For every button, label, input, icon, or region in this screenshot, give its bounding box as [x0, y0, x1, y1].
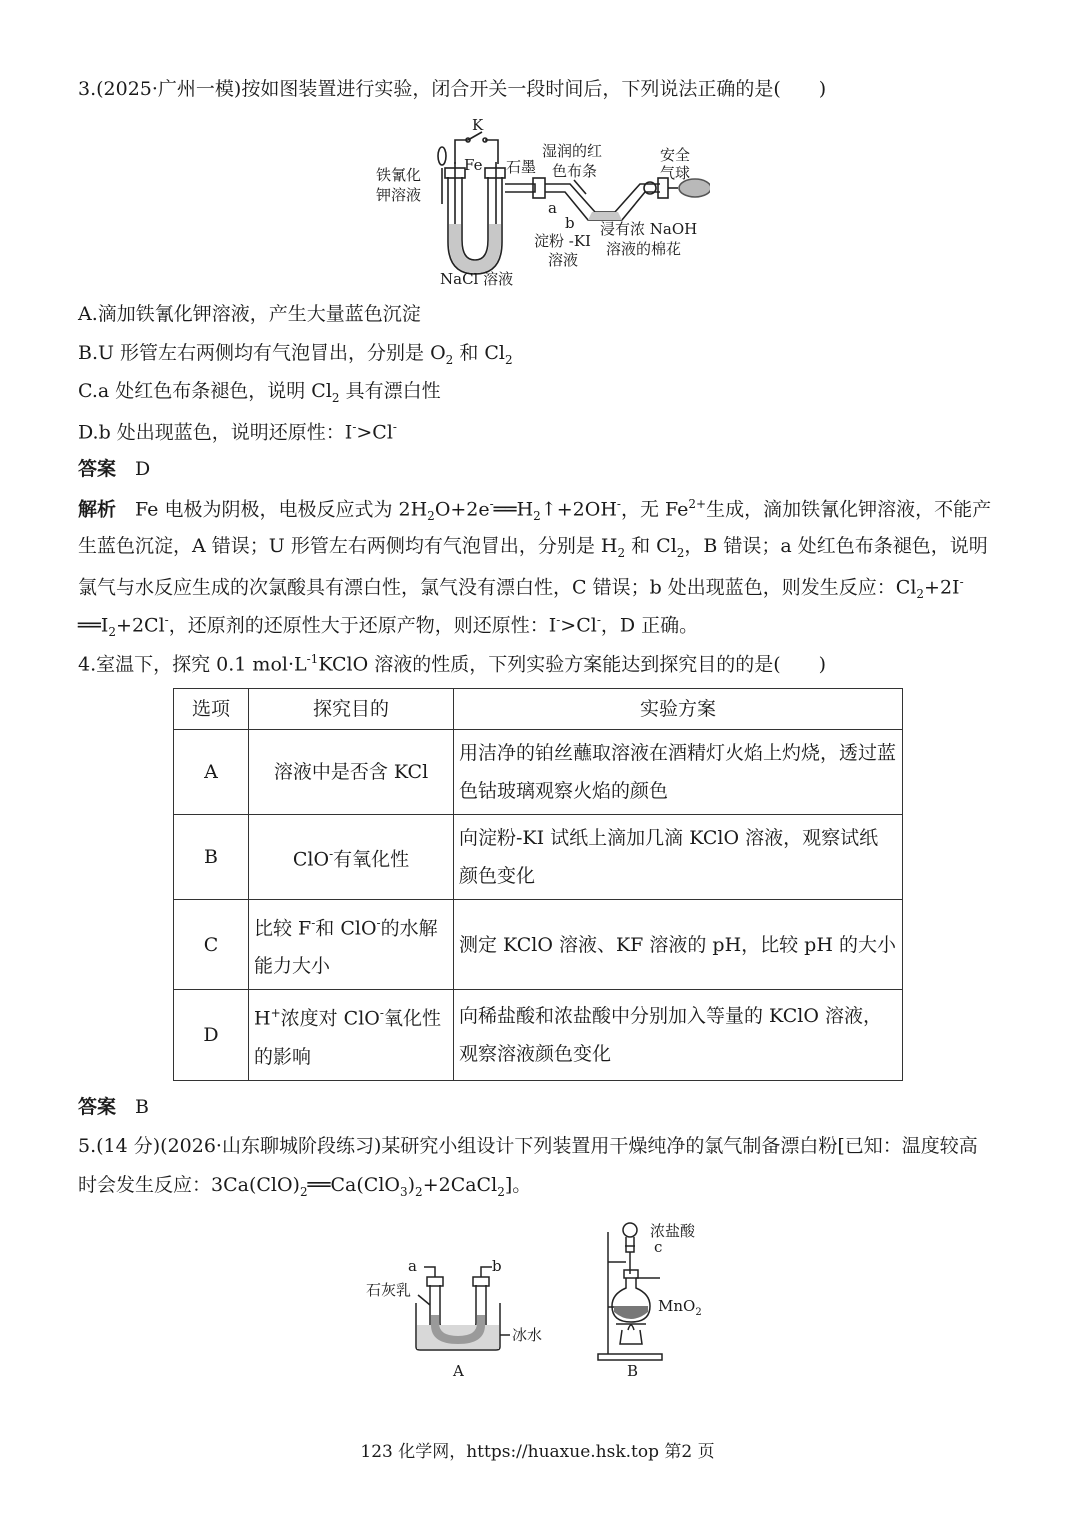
label-fe: Fe: [464, 156, 483, 174]
q3-answer: 答案 D: [78, 458, 151, 480]
label-graphite: 石墨: [506, 158, 537, 176]
q5-apparatus-a: [360, 1255, 550, 1385]
label-red-strip-2: 色布条: [552, 162, 598, 180]
q4-answer: 答案 B: [78, 1096, 149, 1118]
row-plan: 向稀盐酸和浓盐酸中分别加入等量的 KClO 溶液，观察溶液颜色变化: [454, 990, 903, 1080]
page-footer: 123 化学网，https://huaxue.hsk.top 第2 页: [360, 1442, 715, 1462]
caption-a: A: [453, 1362, 464, 1380]
q5-stem-line2: 时会发生反应：$3Ca(ClO)_2══Ca(ClO_3)_2+2CaCl_2$]。: [78, 1174, 532, 1199]
caption-b: B: [627, 1362, 639, 1380]
row-purpose: H+浓度对 ClO-氧化性的影响: [249, 990, 454, 1080]
q3-analysis-line2: 生蓝色沉淀，A 错误；U 形管左右两侧均有气泡冒出，分别是 $H_2$ 和 $Cl_2$，B 错误；a 处红色布条褪色，说明: [78, 535, 988, 560]
label-b: b: [492, 1257, 502, 1275]
row-option: A: [174, 730, 249, 815]
label-mno2: MnO$_2$: [658, 1297, 702, 1318]
label-balloon-1: 安全: [660, 146, 691, 164]
label-conc-hcl: 浓盐酸: [650, 1222, 696, 1240]
header-option: 选项: [174, 689, 249, 730]
label-red-strip-1: 湿润的红: [542, 142, 603, 160]
q3-option-c: C.a 处红色布条褪色，说明 $Cl_2$ 具有漂白性: [78, 380, 441, 405]
q3-stem: 3.(2025·广州一模)按如图装置进行实验，闭合开关一段时间后，下列说法正确的是( ): [78, 78, 827, 100]
label-balloon-2: 气球: [660, 164, 691, 182]
table-header-row: [174, 689, 903, 730]
q5-stem-line1: 5.(14 分)(2026·山东聊城阶段练习)某研究小组设计下列装置用干燥纯净的氯气制备漂白粉[已知：温度较高: [78, 1135, 978, 1157]
row-purpose: ClO-有氧化性: [249, 815, 454, 900]
label-nacl: NaCl 溶液: [440, 270, 514, 288]
row-plan: 测定 KClO 溶液、KF 溶液的 pH，比较 pH 的大小: [454, 900, 903, 990]
header-purpose: 探究目的: [249, 689, 454, 730]
label-ice-water: 冰水: [512, 1326, 543, 1344]
row-purpose: 比较 F-和 ClO-的水解能力大小: [249, 900, 454, 990]
row-option: C: [174, 900, 249, 990]
label-starch-2: 溶液: [548, 251, 579, 269]
label-b: b: [565, 214, 575, 232]
table-row: [174, 730, 903, 815]
row-purpose: 溶液中是否含 KCl: [249, 730, 454, 815]
q3-electrolysis-figure: [360, 112, 710, 292]
q5-apparatus-b: [590, 1212, 740, 1384]
label-c: c: [654, 1238, 663, 1256]
q4-table: [173, 688, 903, 1081]
q3-analysis-line3: 氯气与水反应生成的次氯酸具有漂白性，氯气没有漂白性，C 错误；b 处出现蓝色，则发生反应：$Cl_2+2I^-$: [78, 575, 964, 602]
q3-analysis-line1: 解析 Fe 电极为阴极，电极反应式为 $2H_2O+2e^-══H_2↑+2OH^-$，无 $Fe^{2+}$生成，滴加铁氰化钾溶液，不能产: [78, 497, 992, 524]
label-lime-milk: 石灰乳: [366, 1281, 412, 1299]
label-k: K: [472, 116, 484, 134]
q3-option-b: B.U 形管左右两侧均有气泡冒出，分别是 $O_2$ 和 $Cl_2$: [78, 342, 513, 367]
row-plan: 向淀粉-KI 试纸上滴加几滴 KClO 溶液，观察试纸颜色变化: [454, 815, 903, 900]
table-row: [174, 990, 903, 1080]
label-ferricyanide-2: 钾溶液: [376, 186, 422, 204]
q3-option-a: A.滴加铁氰化钾溶液，产生大量蓝色沉淀: [78, 303, 421, 325]
label-a: a: [548, 199, 557, 217]
row-option: D: [174, 990, 249, 1080]
table-row: [174, 900, 903, 990]
header-plan: 实验方案: [454, 689, 903, 730]
row-option: B: [174, 815, 249, 900]
q3-analysis-line4: $══I_2+2Cl^-$，还原剂的还原性大于还原产物，则还原性：I->Cl-，D 正确。: [78, 613, 699, 640]
row-plan: 用洁净的铂丝蘸取溶液在酒精灯火焰上灼烧，透过蓝色钴玻璃观察火焰的颜色: [454, 730, 903, 815]
label-cotton-2: 溶液的棉花: [606, 240, 682, 258]
q3-option-d: D.b 处出现蓝色，说明还原性：I->Cl-: [78, 420, 397, 444]
q4-stem: 4.室温下，探究 0.1 $mol\cdot L^{-1}KClO$ 溶液的性质，下列实验方案能达到探究目的的是( ): [78, 652, 827, 676]
label-ferricyanide-1: 铁氰化: [376, 166, 422, 184]
label-a: a: [408, 1257, 417, 1275]
label-cotton-1: 浸有浓 NaOH: [600, 220, 698, 238]
label-starch-1: 淀粉 -KI: [534, 232, 591, 250]
table-row: [174, 815, 903, 900]
